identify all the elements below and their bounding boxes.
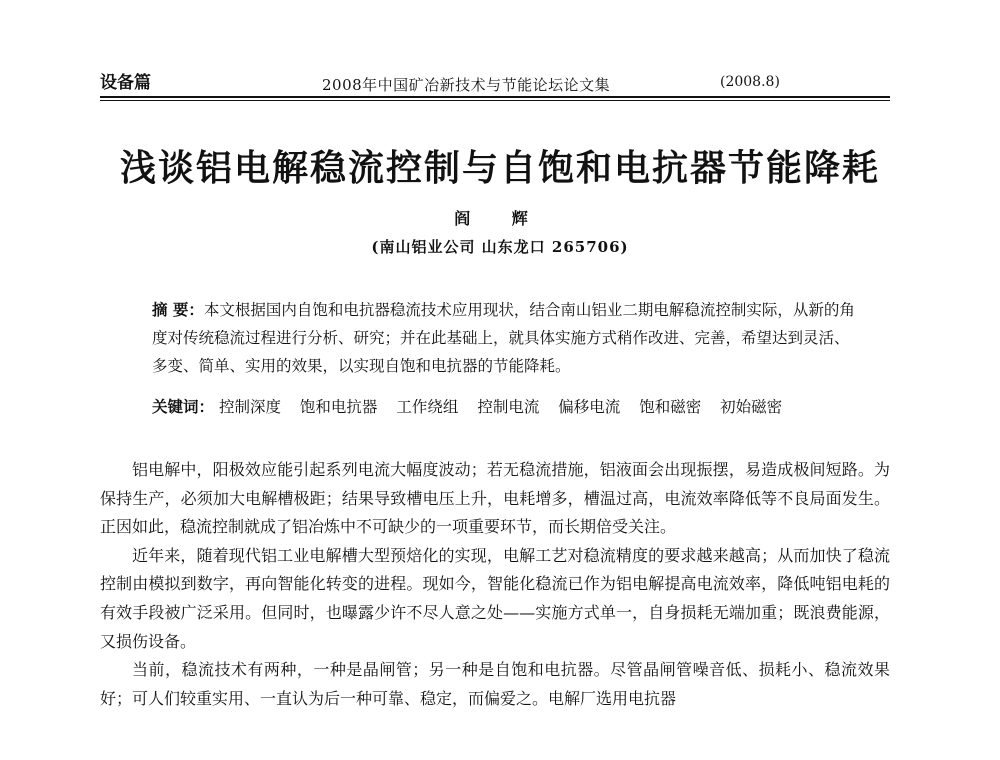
- abstract-label: 摘 要：: [152, 300, 204, 319]
- abstract-text: 本文根据国内自饱和电抗器稳流技术应用现状，结合南山铝业二期电解稳流控制实际，从新的角度对传统稳流过程进行分析、研究；并在此基础上，就具体实施方式稍作改进、完善，希望达到灵活、多变、简单、实用的效果，以实现自饱和电抗器的节能降耗。: [152, 301, 855, 375]
- keywords: [152, 396, 872, 418]
- article-body: [100, 456, 890, 713]
- body-paragraph: 近年来，随着现代铝工业电解槽大型预焙化的实现，电解工艺对稳流精度的要求越来越高；从而加快了稳流控制由模拟到数字，再向智能化转变的进程。现如今，智能化稳流已作为铝电解提高电流效率，降低吨铝电耗的有效手段被广泛采用。但同时，也曝露少许不尽人意之处——实施方式单一，自身损耗无端加重；既浪费能源，又损伤设备。: [100, 545, 890, 651]
- keyword: 控制深度: [218, 398, 281, 416]
- abstract: [152, 296, 862, 380]
- publication-date: (2008.8): [720, 74, 780, 90]
- body-paragraph: 当前，稳流技术有两种，一种是晶闸管；另一种是自饱和电抗器。尽管晶闸管噪音低、损耗小、稳流效果好；可人们较重实用、一直认为后一种可靠、稳定，而偏爱之。电解厂选用电抗器: [100, 660, 890, 708]
- keyword: 饱和电抗器: [299, 398, 378, 416]
- keyword: 工作绕组: [396, 398, 459, 416]
- header-rule: [100, 96, 890, 101]
- article-title: 浅谈铝电解稳流控制与自饱和电抗器节能降耗: [119, 147, 880, 189]
- author-name: 阎 辉: [454, 209, 546, 228]
- keyword: 饱和磁密: [639, 398, 702, 416]
- body-paragraph: 铝电解中，阳极效应能引起系列电流大幅度波动；若无稳流措施，铝液面会出现振摆，易造成极间短路。为保持生产，必须加大电解槽极距；结果导致槽电压上升，电耗增多，槽温过高，电流效率降低等不良局面发生。正因如此，稳流控制就成了铝冶炼中不可缺少的一项重要环节，而长期倍受关注。: [100, 460, 890, 537]
- author-affiliation: (南山铝业公司 山东龙口 265706): [371, 238, 629, 256]
- keyword: 初始磁密: [720, 398, 783, 416]
- section-label: 设备篇: [100, 73, 151, 93]
- journal-title: 2008年中国矿冶新技术与节能论坛论文集: [322, 76, 611, 94]
- keyword: 控制电流: [477, 398, 540, 416]
- keyword: 偏移电流: [558, 398, 621, 416]
- keywords-label: 关键词：: [152, 397, 215, 416]
- running-header: [100, 68, 900, 96]
